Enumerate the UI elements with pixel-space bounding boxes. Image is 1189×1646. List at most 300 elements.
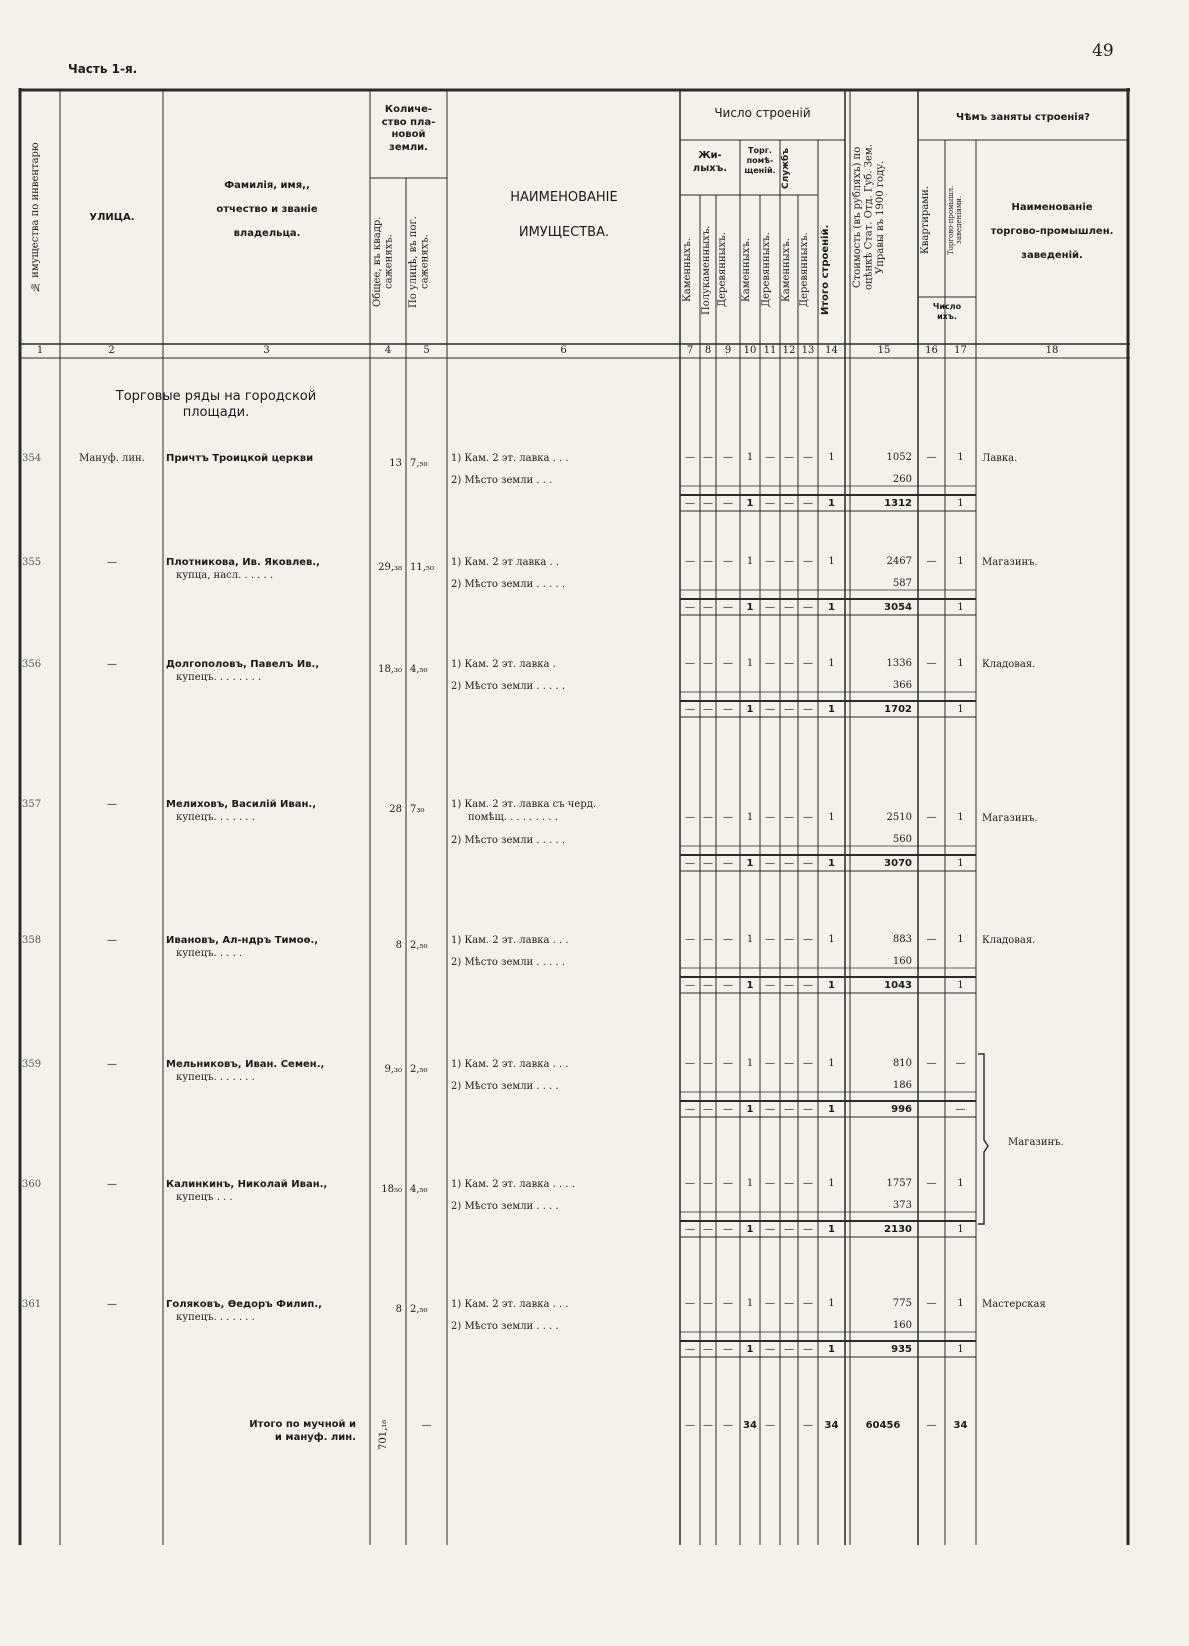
entry-dash: — — [784, 812, 794, 823]
totals-c8: — — [703, 1420, 713, 1431]
entry-dash: — — [703, 556, 713, 567]
entry-dash: — — [803, 812, 813, 823]
entry-tp: 1 — [957, 812, 964, 823]
entry-total-value: 1312 — [884, 498, 912, 509]
entry-land-value: 560 — [892, 834, 912, 845]
totals-label-line1: Итого по мучной и — [249, 1419, 356, 1430]
entry-value: 883 — [892, 934, 912, 945]
entry-kv: — — [926, 658, 937, 669]
column-number-13: 13 — [801, 345, 815, 356]
entry-stone-count: 1 — [746, 556, 754, 567]
entry-total-dash: — — [784, 602, 794, 613]
entry-street: — — [107, 799, 117, 810]
entry-dash: — — [703, 452, 713, 463]
entry-street: — — [107, 1059, 117, 1070]
entry-number: 361 — [22, 1299, 42, 1310]
col-frontage-header-line1: По улицѣ, въ пог. — [408, 216, 419, 308]
entry-total-dash: — — [703, 704, 713, 715]
col-land-header-line1: Количе- — [384, 104, 433, 115]
entry-kv: — — [926, 1298, 937, 1309]
entry-total-dash: — — [784, 1344, 794, 1355]
totals-area: 701,₁₆ — [378, 1419, 389, 1451]
entry-dash: — — [765, 812, 775, 823]
col17-header — [947, 148, 975, 292]
entry-total-tp: — — [955, 1104, 966, 1115]
column-number-9: 9 — [724, 345, 732, 356]
entry-item2: 2) Мѣсто земли . . . . . — [451, 681, 565, 692]
col16-header: Квартирами. — [920, 186, 931, 254]
column-number-2: 2 — [108, 345, 115, 356]
entry-total-dash: — — [723, 1344, 733, 1355]
entry-value: 1757 — [886, 1178, 912, 1189]
entry-dash: — — [765, 658, 775, 669]
entry-stone-count: 1 — [746, 1298, 754, 1309]
entry-itogo: 1 — [828, 812, 835, 823]
entry-itogo: 1 — [828, 452, 835, 463]
col-street-header: УЛИЦА. — [89, 212, 135, 223]
entry-dash: — — [723, 812, 733, 823]
entry-total-dash: — — [784, 1104, 794, 1115]
count-header-line2: ихъ. — [937, 312, 957, 321]
entry-dash: — — [685, 812, 695, 823]
entry-dash: — — [803, 934, 813, 945]
entry-total-dash: — — [765, 980, 775, 991]
entry-owner: Причтъ Троицкой церкви — [166, 453, 314, 464]
entry-total-itogo: 1 — [828, 1344, 835, 1355]
entry-total-dash: — — [765, 602, 775, 613]
entry-dash: — — [685, 1058, 695, 1069]
entry-street: — — [107, 1179, 117, 1190]
entry-item1: 1) Кам. 2 эт. лавка съ черд. — [451, 799, 597, 810]
entry-owner: Долгополовъ, Павелъ Ив., — [166, 659, 320, 670]
entry-total-itogo: 1 — [828, 980, 835, 991]
entry-land-value: 366 — [892, 680, 912, 691]
col18-header-line1: Наименованіе — [1011, 202, 1093, 213]
entry-total-itogo: 1 — [828, 1224, 835, 1235]
col-total-area-header-line2: саженяхъ. — [383, 234, 395, 290]
entry-total-dash: — — [703, 1104, 713, 1115]
col15-header — [852, 96, 916, 338]
entry-street: — — [107, 1299, 117, 1310]
entry-total-stone: 1 — [746, 498, 754, 509]
entry-item1: 1) Кам. 2 эт. лавка . . . — [451, 935, 569, 946]
entry-total-value: 935 — [891, 1344, 912, 1355]
entry-land-value: 260 — [892, 474, 912, 485]
entry-dash: — — [765, 556, 775, 567]
entry-dash: — — [685, 658, 695, 669]
entry-total-dash: — — [765, 498, 775, 509]
entry-tp: 1 — [957, 452, 964, 463]
column-number-5: 5 — [423, 345, 430, 356]
entry-area: 29,₃₈ — [378, 562, 402, 573]
entry-kv: — — [926, 556, 937, 567]
totals-label — [190, 1418, 356, 1444]
entry-stone-count: 1 — [746, 658, 754, 669]
entry-total-dash: — — [723, 704, 733, 715]
col-owner-header-line3: владельца. — [233, 228, 301, 239]
entry-dash: — — [703, 1178, 713, 1189]
col15-header-line1: Стоимость (въ рубляхъ) по — [852, 146, 863, 288]
entry-value: 2510 — [886, 812, 912, 823]
entry-total-dash: — — [803, 602, 813, 613]
entry-frontage: 7,₅₀ — [410, 458, 428, 469]
entry-total-dash: — — [765, 858, 775, 869]
col-owner-header — [166, 174, 368, 246]
entry-total-dash: — — [685, 498, 695, 509]
entry-number: 357 — [22, 799, 42, 810]
entry-dash: — — [803, 658, 813, 669]
totals-c7: — — [685, 1420, 695, 1431]
entry-dash: — — [784, 934, 794, 945]
entry-item1-line2: помѣщ. . . . . . . . . — [468, 812, 558, 823]
entry-total-dash: — — [784, 1224, 794, 1235]
entry-total-dash: — — [685, 1344, 695, 1355]
col7-header: Каменныхъ. — [682, 238, 693, 302]
entry-total-tp: 1 — [957, 1224, 964, 1235]
entry-street: — — [107, 935, 117, 946]
entry-dash: — — [723, 1178, 733, 1189]
entry-item1: 1) Кам. 2 эт. лавка . . . — [451, 1059, 569, 1070]
entry-total-stone: 1 — [746, 980, 754, 991]
entry-dash: — — [685, 452, 695, 463]
entry-dash: — — [784, 452, 794, 463]
entry-total-dash: — — [803, 980, 813, 991]
entry-total-dash: — — [803, 858, 813, 869]
col11-header: Деревянныхъ. — [761, 232, 772, 308]
entry-frontage: 11,₅₀ — [410, 562, 434, 573]
entry-item2: 2) Мѣсто земли . . . . — [451, 1081, 559, 1092]
count-header-line1: Число — [932, 302, 962, 311]
entry-total-dash: — — [803, 1344, 813, 1355]
entry-total-dash: — — [723, 1224, 733, 1235]
entry-total-itogo: 1 — [828, 858, 835, 869]
entry-owner: Голяковъ, Ѳедоръ Филип., — [166, 1299, 322, 1310]
entry-tp: 1 — [957, 658, 964, 669]
trade-header — [741, 146, 779, 176]
page-number: 49 — [1092, 41, 1114, 61]
entry-total-value: 3054 — [884, 602, 912, 613]
entry-total-dash: — — [703, 498, 713, 509]
entry-total-itogo: 1 — [828, 498, 835, 509]
entry-item1: 1) Кам. 2 эт лавка . . — [451, 557, 560, 568]
column-number-12: 12 — [782, 345, 796, 356]
totals-label-line2: и мануф. лин. — [274, 1432, 356, 1443]
entry-dash: — — [723, 1058, 733, 1069]
entry-total-dash: — — [685, 1224, 695, 1235]
entry-number: 358 — [22, 935, 42, 946]
entry-total-dash: — — [703, 1344, 713, 1355]
entry-dash: — — [803, 556, 813, 567]
entry-total-dash: — — [685, 858, 695, 869]
totals-c11: — — [765, 1420, 775, 1431]
count-header — [918, 302, 976, 322]
entry-dash: — — [723, 658, 733, 669]
entry-total-dash: — — [703, 980, 713, 991]
entry-value: 810 — [892, 1058, 912, 1069]
col-owner-header-line1: Фамилія, имя,, — [224, 180, 310, 191]
entry-owner-line2: купецъ. . . . . . . — [176, 1312, 255, 1323]
trade-header-line1: Торг. — [748, 146, 772, 155]
entry-total-dash: — — [784, 498, 794, 509]
col-total-area-header — [372, 186, 404, 338]
entry-dash: — — [784, 556, 794, 567]
entry-dash: — — [703, 934, 713, 945]
entry-dash: — — [703, 658, 713, 669]
entry-total-dash: — — [685, 704, 695, 715]
brace-label: Магазинъ. — [1008, 1137, 1064, 1148]
entry-tp: 1 — [957, 556, 964, 567]
totals-c13: — — [803, 1420, 813, 1431]
entry-total-tp: 1 — [957, 858, 964, 869]
col15-header-line3: Управы въ 1900 году. — [875, 160, 886, 274]
entry-area: 9,₃₀ — [384, 1064, 402, 1075]
entry-item1: 1) Кам. 2 эт. лавка . . . — [451, 453, 569, 464]
entry-tp: 1 — [957, 934, 964, 945]
entry-owner-line2: купецъ. . . . . . . — [176, 812, 255, 823]
entry-item1: 1) Кам. 2 эт. лавка . — [451, 659, 556, 670]
entry-total-dash: — — [703, 602, 713, 613]
entry-total-stone: 1 — [746, 1224, 754, 1235]
entry-total-dash: — — [784, 858, 794, 869]
section-title-line2: площади. — [182, 404, 250, 420]
entry-owner-line2: купецъ . . . — [176, 1192, 233, 1203]
entry-dash: — — [703, 1298, 713, 1309]
entry-total-stone: 1 — [746, 704, 754, 715]
column-number-17: 17 — [954, 345, 967, 356]
totals-c16: — — [926, 1420, 937, 1431]
entry-total-itogo: 1 — [828, 704, 835, 715]
entry-stone-count: 1 — [746, 1058, 754, 1069]
col-frontage-header — [408, 186, 444, 338]
totals-c9: — — [723, 1420, 733, 1431]
entry-total-dash: — — [685, 1104, 695, 1115]
entry-owner-line2: купецъ. . . . . — [176, 948, 243, 959]
col-property-header — [450, 180, 678, 250]
col15-header-line2: оцѣнкѣ Стат. Отд. Губ. Зем. — [863, 144, 875, 290]
entry-dash: — — [784, 1058, 794, 1069]
entry-total-dash: — — [723, 1104, 733, 1115]
entry-land-value: 160 — [892, 956, 912, 967]
entry-land-value: 186 — [892, 1080, 912, 1091]
entry-item2: 2) Мѣсто земли . . . . . — [451, 835, 565, 846]
col-owner-header-line2: отчество и званіе — [216, 204, 318, 215]
column-number-3: 3 — [263, 345, 270, 356]
column-number-1: 1 — [36, 345, 44, 356]
entry-dash: — — [803, 452, 813, 463]
entry-dash: — — [765, 1058, 775, 1069]
entry-tp: — — [955, 1058, 966, 1069]
entry-land-value: 160 — [892, 1320, 912, 1331]
column-number-10: 10 — [743, 345, 757, 356]
entry-total-dash: — — [803, 498, 813, 509]
entry-number: 359 — [22, 1059, 42, 1070]
entry-item2: 2) Мѣсто земли . . . . . — [451, 957, 565, 968]
entry-total-dash: — — [765, 704, 775, 715]
col-land-header-line3: новой — [391, 129, 426, 140]
entry-dash: — — [765, 1178, 775, 1189]
entry-dash: — — [784, 658, 794, 669]
entry-total-dash: — — [703, 858, 713, 869]
entry-item2: 2) Мѣсто земли . . . . — [451, 1201, 559, 1212]
entry-number: 354 — [22, 453, 42, 464]
entry-dash: — — [685, 1298, 695, 1309]
entry-street: — — [107, 659, 117, 670]
entry-frontage: 2,₅₀ — [410, 940, 428, 951]
col18-header-line3: заведеній. — [1021, 250, 1083, 261]
entry-total-dash: — — [703, 1224, 713, 1235]
entry-total-dash: — — [685, 602, 695, 613]
entry-total-dash: — — [765, 1224, 775, 1235]
col-land-header-line4: земли. — [389, 141, 428, 153]
entry-itogo: 1 — [828, 1058, 835, 1069]
entry-kv: — — [926, 1178, 937, 1189]
entry-area: 8 — [395, 1304, 402, 1315]
entry-total-tp: 1 — [957, 980, 964, 991]
entry-item2: 2) Мѣсто земли . . . . . — [451, 579, 565, 590]
entry-dash: — — [723, 1298, 733, 1309]
entry-street: — — [107, 557, 117, 568]
entry-itogo: 1 — [828, 556, 835, 567]
entry-tp: 1 — [957, 1298, 964, 1309]
entry-frontage: 4,₅₀ — [410, 664, 428, 675]
entry-value: 1052 — [886, 452, 912, 463]
entry-total-tp: 1 — [957, 704, 964, 715]
entry-stone-count: 1 — [746, 934, 754, 945]
entry-dash: — — [765, 1298, 775, 1309]
col18-header-line2: торгово-промышлен. — [990, 226, 1114, 237]
entry-total-stone: 1 — [746, 1104, 754, 1115]
col17-header-line2: заведеніями. — [955, 195, 964, 245]
residential-header-line1: Жи- — [698, 150, 722, 161]
entry-total-stone: 1 — [746, 1344, 754, 1355]
entry-dash: — — [765, 452, 775, 463]
entry-item1: 1) Кам. 2 эт. лавка . . . — [451, 1299, 569, 1310]
col-property-header-line1: НАИМЕНОВАНІЕ — [510, 190, 618, 205]
entry-tp: 1 — [957, 1178, 964, 1189]
entry-establishment: Кладовая. — [982, 935, 1036, 946]
entry-total-dash: — — [803, 1104, 813, 1115]
entry-total-dash: — — [803, 1224, 813, 1235]
entry-total-dash: — — [723, 858, 733, 869]
entry-total-dash: — — [723, 602, 733, 613]
entry-dash: — — [723, 452, 733, 463]
entry-frontage: 7₃₀ — [410, 804, 425, 815]
entry-value: 2467 — [886, 556, 912, 567]
entry-dash: — — [703, 1058, 713, 1069]
entry-establishment: Мастерская — [982, 1299, 1046, 1310]
entry-number: 360 — [22, 1179, 42, 1190]
entry-frontage: 2,₅₀ — [410, 1304, 428, 1315]
col-property-header-line2: ИМУЩЕСТВА. — [518, 225, 610, 241]
totals-c17: 34 — [953, 1420, 968, 1431]
entry-owner-line2: купецъ. . . . . . . . — [176, 672, 262, 683]
entry-item2: 2) Мѣсто земли . . . — [451, 475, 553, 486]
entry-area: 8 — [395, 940, 402, 951]
column-number-6: 6 — [560, 345, 567, 356]
entry-total-itogo: 1 — [828, 602, 835, 613]
column-number-11: 11 — [763, 345, 777, 356]
totals-c10: 34 — [743, 1420, 757, 1431]
entry-area: 18₅₀ — [381, 1184, 402, 1195]
entry-total-tp: 1 — [957, 1344, 964, 1355]
entry-owner: Ивановъ, Ал-ндръ Тимоѳ., — [166, 935, 319, 946]
entry-establishment: Магазинъ. — [982, 813, 1038, 824]
entry-total-value: 1043 — [884, 980, 912, 991]
entry-frontage: 4,₅₀ — [410, 1184, 428, 1195]
col-total-area-header-line1: Общее, въ квадр. — [372, 216, 383, 308]
column-number-16: 16 — [925, 345, 938, 356]
entry-establishment: Лавка. — [982, 453, 1018, 464]
col12-header: Каменныхъ. — [781, 238, 792, 302]
column-number-15: 15 — [877, 345, 891, 356]
totals-front: — — [421, 1420, 432, 1431]
col-frontage-header-line2: саженяхъ. — [419, 234, 431, 290]
entry-kv: — — [926, 452, 937, 463]
entry-total-value: 1702 — [884, 704, 912, 715]
column-number-18: 18 — [1045, 345, 1059, 356]
col18-header — [978, 196, 1126, 268]
entry-kv: — — [926, 1058, 937, 1069]
entry-itogo: 1 — [828, 1178, 835, 1189]
entry-stone-count: 1 — [746, 1178, 754, 1189]
entry-dash: — — [723, 556, 733, 567]
entry-total-dash: — — [723, 980, 733, 991]
col9-header: Деревянныхъ. — [717, 232, 728, 308]
entry-itogo: 1 — [828, 1298, 835, 1309]
entry-total-value: 996 — [891, 1104, 912, 1115]
col-inventory-no-header: № имущества по инвентарю — [30, 142, 41, 292]
entry-item2: 2) Мѣсто земли . . . . — [451, 1321, 559, 1332]
section-title-line1: Торговые ряды на городской — [115, 389, 317, 404]
section-title — [66, 389, 366, 420]
entry-frontage: 2,₅₀ — [410, 1064, 428, 1075]
col13-header: Деревянныхъ. — [799, 232, 810, 308]
entry-kv: — — [926, 934, 937, 945]
trade-header-line3: щеній. — [744, 166, 776, 175]
totals-itogo: 34 — [824, 1420, 839, 1431]
col-land-header — [370, 104, 447, 154]
entry-stone-count: 1 — [746, 812, 754, 823]
entry-total-tp: 1 — [957, 602, 964, 613]
entry-total-value: 2130 — [884, 1224, 912, 1235]
entry-total-dash: — — [803, 704, 813, 715]
column-number-14: 14 — [825, 345, 838, 356]
entry-value: 1336 — [886, 658, 912, 669]
entry-total-dash: — — [784, 980, 794, 991]
entry-dash: — — [784, 1298, 794, 1309]
col17-header-line1: Торгово-промышл. — [947, 185, 955, 255]
col10-header: Каменныхъ. — [741, 238, 752, 302]
occupancy-header: Чѣмъ заняты строенія? — [956, 112, 1090, 123]
service-header: Службъ — [781, 147, 791, 189]
entry-area: 18,₃₀ — [378, 664, 402, 675]
entry-dash: — — [784, 1178, 794, 1189]
entry-itogo: 1 — [828, 658, 835, 669]
entry-total-stone: 1 — [746, 858, 754, 869]
column-number-4: 4 — [384, 345, 392, 356]
entry-dash: — — [685, 934, 695, 945]
column-number-7: 7 — [686, 345, 694, 356]
col14-header: Итого строеній. — [820, 224, 831, 316]
entry-land-value: 373 — [892, 1200, 912, 1211]
column-number-8: 8 — [704, 345, 712, 356]
entry-dash: — — [685, 556, 695, 567]
entry-owner-line2: купца, насл. . . . . . — [176, 570, 274, 581]
col8-header: Полукаменныхъ. — [701, 225, 712, 315]
entry-land-value: 587 — [892, 578, 912, 589]
entry-street: Мануф. лин. — [79, 453, 145, 464]
entry-kv: — — [926, 812, 937, 823]
